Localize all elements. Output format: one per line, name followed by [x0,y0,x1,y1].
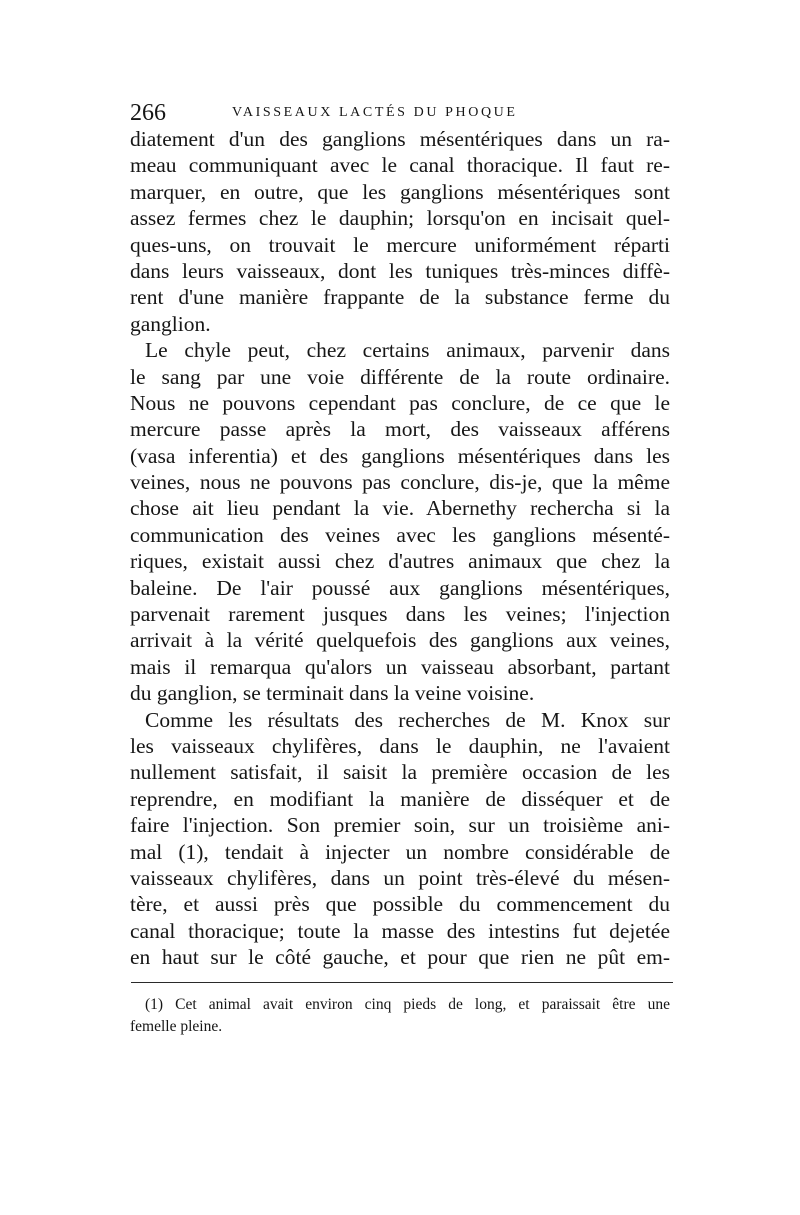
text-line: tère, et aussi près que possible du commencement du [130,892,670,917]
running-title: VAISSEAUX LACTÉS DU PHOQUE [232,105,518,120]
text-line: mercure passe après la mort, des vaisseaux afférens [130,417,670,442]
text-line: chose ait lieu pendant la vie. Abernethy rechercha si la [130,496,670,521]
text-line: le sang par une voie différente de la route ordinaire. [130,364,670,389]
text-line: du ganglion, se terminait dans la veine voisine. [130,681,535,706]
text-line: marquer, en outre, que les ganglions mésentériques sont [130,179,670,204]
text-line: les vaisseaux chylifères, dans le dauphin, ne l'avaient [130,733,670,758]
text-line: dans leurs vaisseaux, dont les tuniques très-minces diffè- [130,258,670,283]
footnote-line: (1) Cet animal avait environ cinq pieds de long, et paraissait être une [145,996,670,1013]
text-line: ques-uns, on trouvait le mercure uniformément réparti [130,232,670,257]
text-line: (vasa inferentia) et des ganglions mésentériques dans les [130,443,670,468]
text-line: baleine. De l'air poussé aux ganglions mésentériques, [130,575,670,600]
text-line: riques, existait aussi chez d'autres animaux que chez la [130,549,670,574]
text-line: rent d'une manière frappante de la substance ferme du [130,285,670,310]
text-line: mais il remarqua qu'alors un vaisseau absorbant, partant [130,654,670,679]
text-line: reprendre, en modifiant la manière de disséquer et de [130,786,670,811]
text-line: arrivait à la vérité quelquefois des ganglions aux veines, [130,628,670,653]
body-text [130,126,670,971]
text-line: nullement satisfait, il saisit la première occasion de les [130,760,670,785]
text-line: en haut sur le côté gauche, et pour que rien ne pût em- [130,945,670,970]
footnote [130,994,670,1038]
text-line: Le chyle peut, chez certains animaux, parvenir dans [145,338,670,363]
text-line: meau communiquant avec le canal thoracique. Il faut re- [130,153,670,178]
text-line: vaisseaux chylifères, dans un point très-élevé du mésen- [130,865,670,890]
text-line: Nous ne pouvons cependant pas conclure, de ce que le [130,390,670,415]
text-line: diatement d'un des ganglions mésentériques dans un ra- [130,127,670,151]
footnote-rule [131,982,673,983]
text-line: communication des veines avec les ganglions mésenté- [130,522,670,547]
text-line: ganglion. [130,311,211,336]
text-line: veines, nous ne pouvons pas conclure, dis-je, que la même [130,470,670,495]
page-number: 266 [130,100,166,126]
text-line: parvenait rarement jusques dans les veines; l'injection [130,602,670,627]
text-line: mal (1), tendait à injecter un nombre considérable de [130,839,670,864]
footnote-line: femelle pleine. [130,1018,223,1035]
text-line: Comme les résultats des recherches de M. Knox sur [145,707,670,732]
text-line: assez fermes chez le dauphin; lorsqu'on en incisait quel- [130,206,670,231]
text-line: faire l'injection. Son premier soin, sur un troisième ani- [130,813,670,838]
text-line: canal thoracique; toute la masse des intestins fut dejetée [130,918,670,943]
